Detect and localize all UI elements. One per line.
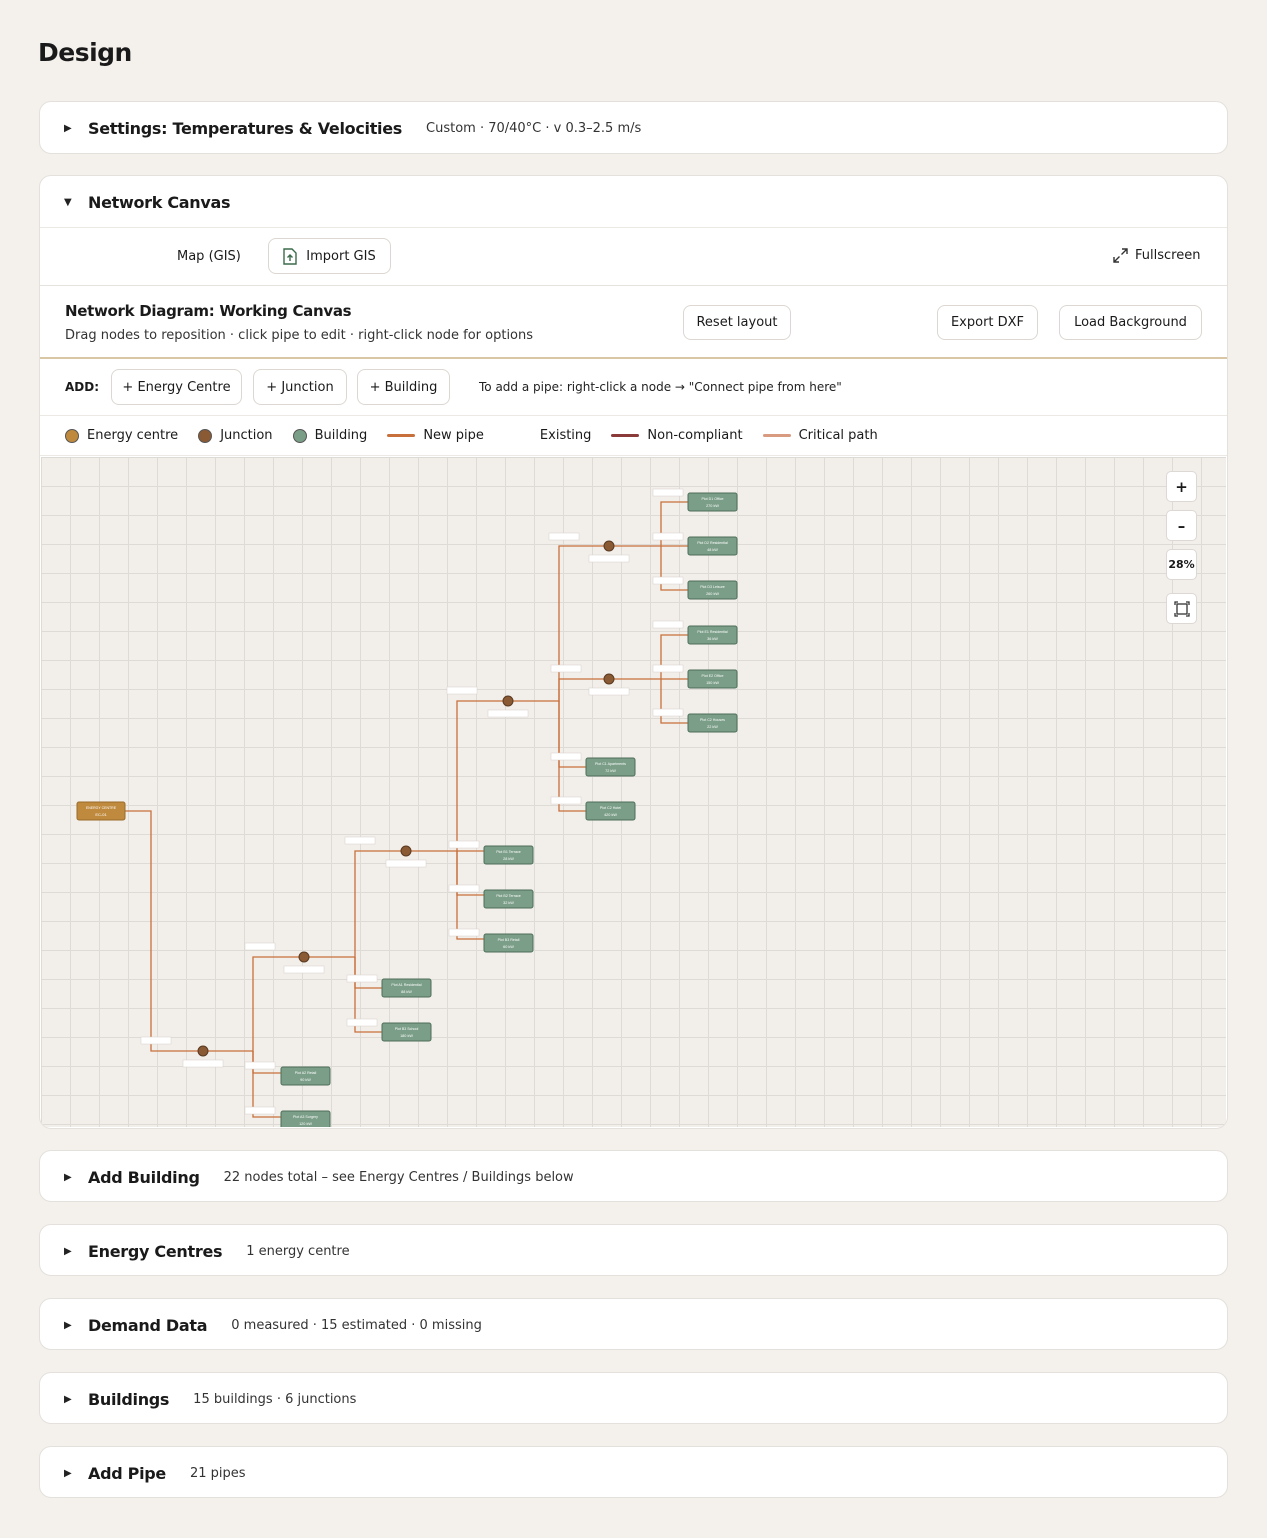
energy-centre-node[interactable] [77,802,125,820]
add-building-header[interactable] [40,1151,1227,1203]
building-load[interactable]: 32 kW [503,901,514,905]
junction-label[interactable] [183,1060,223,1067]
building-node[interactable] [688,714,737,732]
legend [40,416,1227,456]
zoom-out-button[interactable]: – [1166,510,1197,541]
junction-node[interactable] [503,696,513,706]
building-load[interactable]: 420 kW [604,813,617,817]
building-node[interactable] [382,979,431,997]
building-name[interactable]: Plot B1 Terrace [496,850,521,854]
export-dxf-button[interactable]: Export DXF [937,305,1038,340]
pipe-label [653,709,683,716]
building-node[interactable] [484,846,533,864]
file-upload-icon [283,248,297,265]
building-node[interactable] [281,1067,330,1085]
add-building-button[interactable]: + Building [357,369,450,405]
building-node[interactable] [586,758,635,776]
legend-existing-label: Existing [539,428,592,443]
caret-right-icon: ▶ [64,122,72,134]
fullscreen-label: Fullscreen [1135,248,1201,263]
map-gis-tab[interactable]: Map (GIS) [177,248,241,264]
pipe-label [449,841,479,848]
energy-centres-header[interactable] [40,1225,1227,1277]
add-toolbar [40,359,1227,416]
legend-non-compliant-label: Non-compliant [647,428,743,443]
junction-node[interactable] [299,952,309,962]
page-title: Design [38,38,132,67]
network-diagram [40,285,1227,1128]
building-name[interactable]: Plot A1 Residential [391,983,422,987]
reset-layout-button[interactable]: Reset layout [683,305,791,340]
legend-new-pipe [387,428,484,443]
building-load[interactable]: 90 kW [300,1078,311,1082]
add-pipe-panel[interactable] [39,1446,1228,1498]
building-node[interactable] [688,581,737,599]
pipe-label [653,577,683,584]
add-building-title: Add Building [88,1167,200,1187]
building-load[interactable]: 22 kW [707,725,718,729]
settings-header[interactable] [40,102,1227,154]
buildings-title: Buildings [88,1389,170,1409]
building-load[interactable]: 36 kW [707,637,718,641]
caret-right-icon: ▶ [64,1393,72,1405]
settings-title: Settings: Temperatures & Velocities [88,118,403,138]
building-name[interactable]: Plot E2 Office [701,674,724,678]
building-node[interactable] [688,537,737,555]
add-pipe-hint: To add a pipe: right-click a node → "Connect pipe from here" [479,380,842,394]
buildings-summary: 15 buildings · 6 junctions [193,1391,357,1407]
pipe-label [141,1037,171,1044]
building-load[interactable]: 60 kW [503,945,514,949]
pipe-line [406,701,508,851]
import-gis-label: Import GIS [306,248,376,264]
pipe-label [653,665,683,672]
pipe-label [449,929,479,936]
building-name[interactable]: Plot B3 School [394,1027,419,1031]
network-canvas-panel [39,175,1228,1129]
network-canvas-header[interactable] [40,176,1227,228]
energy-centres-title: Energy Centres [88,1241,223,1261]
building-load[interactable]: 180 kW [400,1034,413,1038]
add-pipe-header[interactable] [40,1447,1227,1499]
legend-energy-centre [65,428,178,443]
pipe-line [661,679,688,723]
building-node[interactable] [484,934,533,952]
caret-right-icon: ▶ [64,1171,72,1183]
fit-icon [1174,601,1190,617]
new-pipe-swatch [387,434,415,437]
building-load[interactable]: 88 kW [401,990,412,994]
zoom-in-button[interactable]: + [1166,471,1197,502]
energy-centre-swatch [65,429,79,443]
building-name[interactable]: Plot B3 Retail [497,938,520,942]
building-node[interactable] [688,626,737,644]
add-pipe-title: Add Pipe [88,1463,166,1483]
diagram-header [40,286,1227,359]
junction-label[interactable] [386,860,426,867]
add-label: ADD: [65,380,100,394]
building-name[interactable]: Plot A3 Surgery [293,1115,318,1119]
pipe-label [653,489,683,496]
demand-data-panel[interactable] [39,1298,1228,1350]
building-load[interactable]: 270 kW [706,504,719,508]
building-load[interactable]: 48 kW [707,548,718,552]
pipe-label [551,797,581,804]
legend-critical-path [763,428,878,443]
building-name[interactable]: Plot D1 Office [701,497,724,501]
pipe-label [347,1019,377,1026]
caret-right-icon: ▶ [64,1245,72,1257]
energy-centres-panel[interactable] [39,1224,1228,1276]
add-pipe-summary: 21 pipes [189,1465,246,1481]
pipe-label [245,1107,275,1114]
building-load[interactable]: 72 kW [605,769,616,773]
building-node[interactable] [484,890,533,908]
building-node[interactable] [382,1023,431,1041]
network-svg[interactable] [41,457,1226,1127]
building-name[interactable]: Plot B2 Terrace [496,894,521,898]
pipe-label [653,621,683,628]
caret-right-icon: ▶ [64,1319,72,1331]
demand-data-summary: 0 measured · 15 estimated · 0 missing [231,1317,482,1333]
junction-label[interactable] [589,688,629,695]
building-load[interactable]: 260 kW [706,592,719,596]
legend-non-compliant [611,428,742,443]
settings-summary: Custom · 70/40°C · v 0.3–2.5 m/s [426,120,642,136]
add-building-panel[interactable] [39,1150,1228,1202]
settings-panel[interactable] [39,101,1228,154]
fit-view-button[interactable] [1166,593,1197,624]
building-node[interactable] [688,493,737,511]
building-load[interactable]: 28 kW [503,857,514,861]
demand-data-header[interactable] [40,1299,1227,1351]
legend-existing [540,428,592,443]
pipe-label [551,753,581,760]
pipe-label [245,1062,275,1069]
diagram-title: Network Diagram: Working Canvas [65,302,352,320]
legend-critical-path-label: Critical path [798,428,878,443]
add-building-summary: 22 nodes total – see Energy Centres / Buildings below [223,1169,574,1185]
buildings-panel[interactable] [39,1372,1228,1424]
expand-icon [1113,248,1128,263]
pipe-label [447,687,477,694]
add-junction-button[interactable]: + Junction [253,369,347,405]
building-name[interactable]: Plot A2 Retail [294,1071,317,1075]
network-canvas-title: Network Canvas [88,192,231,212]
pipe-line [609,635,688,679]
junction-label[interactable] [284,966,324,973]
pipe-line [125,811,203,1051]
junction-swatch [198,429,212,443]
building-node[interactable] [688,670,737,688]
legend-new-pipe-label: New pipe [423,428,484,443]
buildings-header[interactable] [40,1373,1227,1425]
building-name[interactable]: Plot D2 Residential [697,541,728,545]
pipe-label [653,533,683,540]
demand-data-title: Demand Data [88,1315,208,1335]
legend-building [293,428,368,443]
pipe-label [345,837,375,844]
add-energy-centre-button[interactable]: + Energy Centre [111,369,242,405]
building-name[interactable]: Plot C1 Apartments [595,762,626,766]
pipe-label [449,885,479,892]
legend-junction-label: Junction [220,428,273,443]
building-swatch [293,429,307,443]
legend-junction [198,428,272,443]
junction-label[interactable] [488,710,528,717]
junction-label[interactable] [589,555,629,562]
legend-building-label: Building [314,428,368,443]
junction-node[interactable] [604,674,614,684]
building-load[interactable]: 120 kW [299,1122,312,1126]
pipe-line [508,546,609,701]
building-name[interactable]: Plot D3 Leisure [700,585,725,589]
non-compliant-swatch [611,434,639,437]
load-background-button[interactable]: Load Background [1059,305,1202,340]
energy-centre-label: ENERGY CENTRE [85,806,117,810]
junction-node[interactable] [198,1046,208,1056]
pipe-label [245,943,275,950]
junction-node[interactable] [401,846,411,856]
pipe-label [347,975,377,982]
junction-node[interactable] [604,541,614,551]
legend-energy-centre-label: Energy centre [87,428,179,443]
building-name[interactable]: Plot E1 Residential [697,630,728,634]
diagram-subtitle: Drag nodes to reposition · click pipe to edit · right-click node for options [65,328,534,343]
building-name[interactable]: Plot C2 Houses [700,718,725,722]
import-gis-button[interactable] [268,238,391,274]
canvas-toolbar [40,227,1227,284]
pipe-line [355,957,382,988]
building-load[interactable]: 150 kW [706,681,719,685]
building-node[interactable] [586,802,635,820]
caret-down-icon: ▼ [64,196,72,208]
energy-centres-summary: 1 energy centre [246,1243,350,1259]
caret-right-icon: ▶ [64,1467,72,1479]
pipe-label [549,533,579,540]
building-name[interactable]: Plot C2 Hotel [599,806,622,810]
energy-centre-id: EC-01 [95,812,107,817]
pipe-label [551,665,581,672]
network-canvas[interactable] [41,457,1226,1127]
zoom-level: 28% [1166,549,1197,580]
critical-path-swatch [763,434,791,437]
fullscreen-button[interactable] [1113,248,1200,263]
